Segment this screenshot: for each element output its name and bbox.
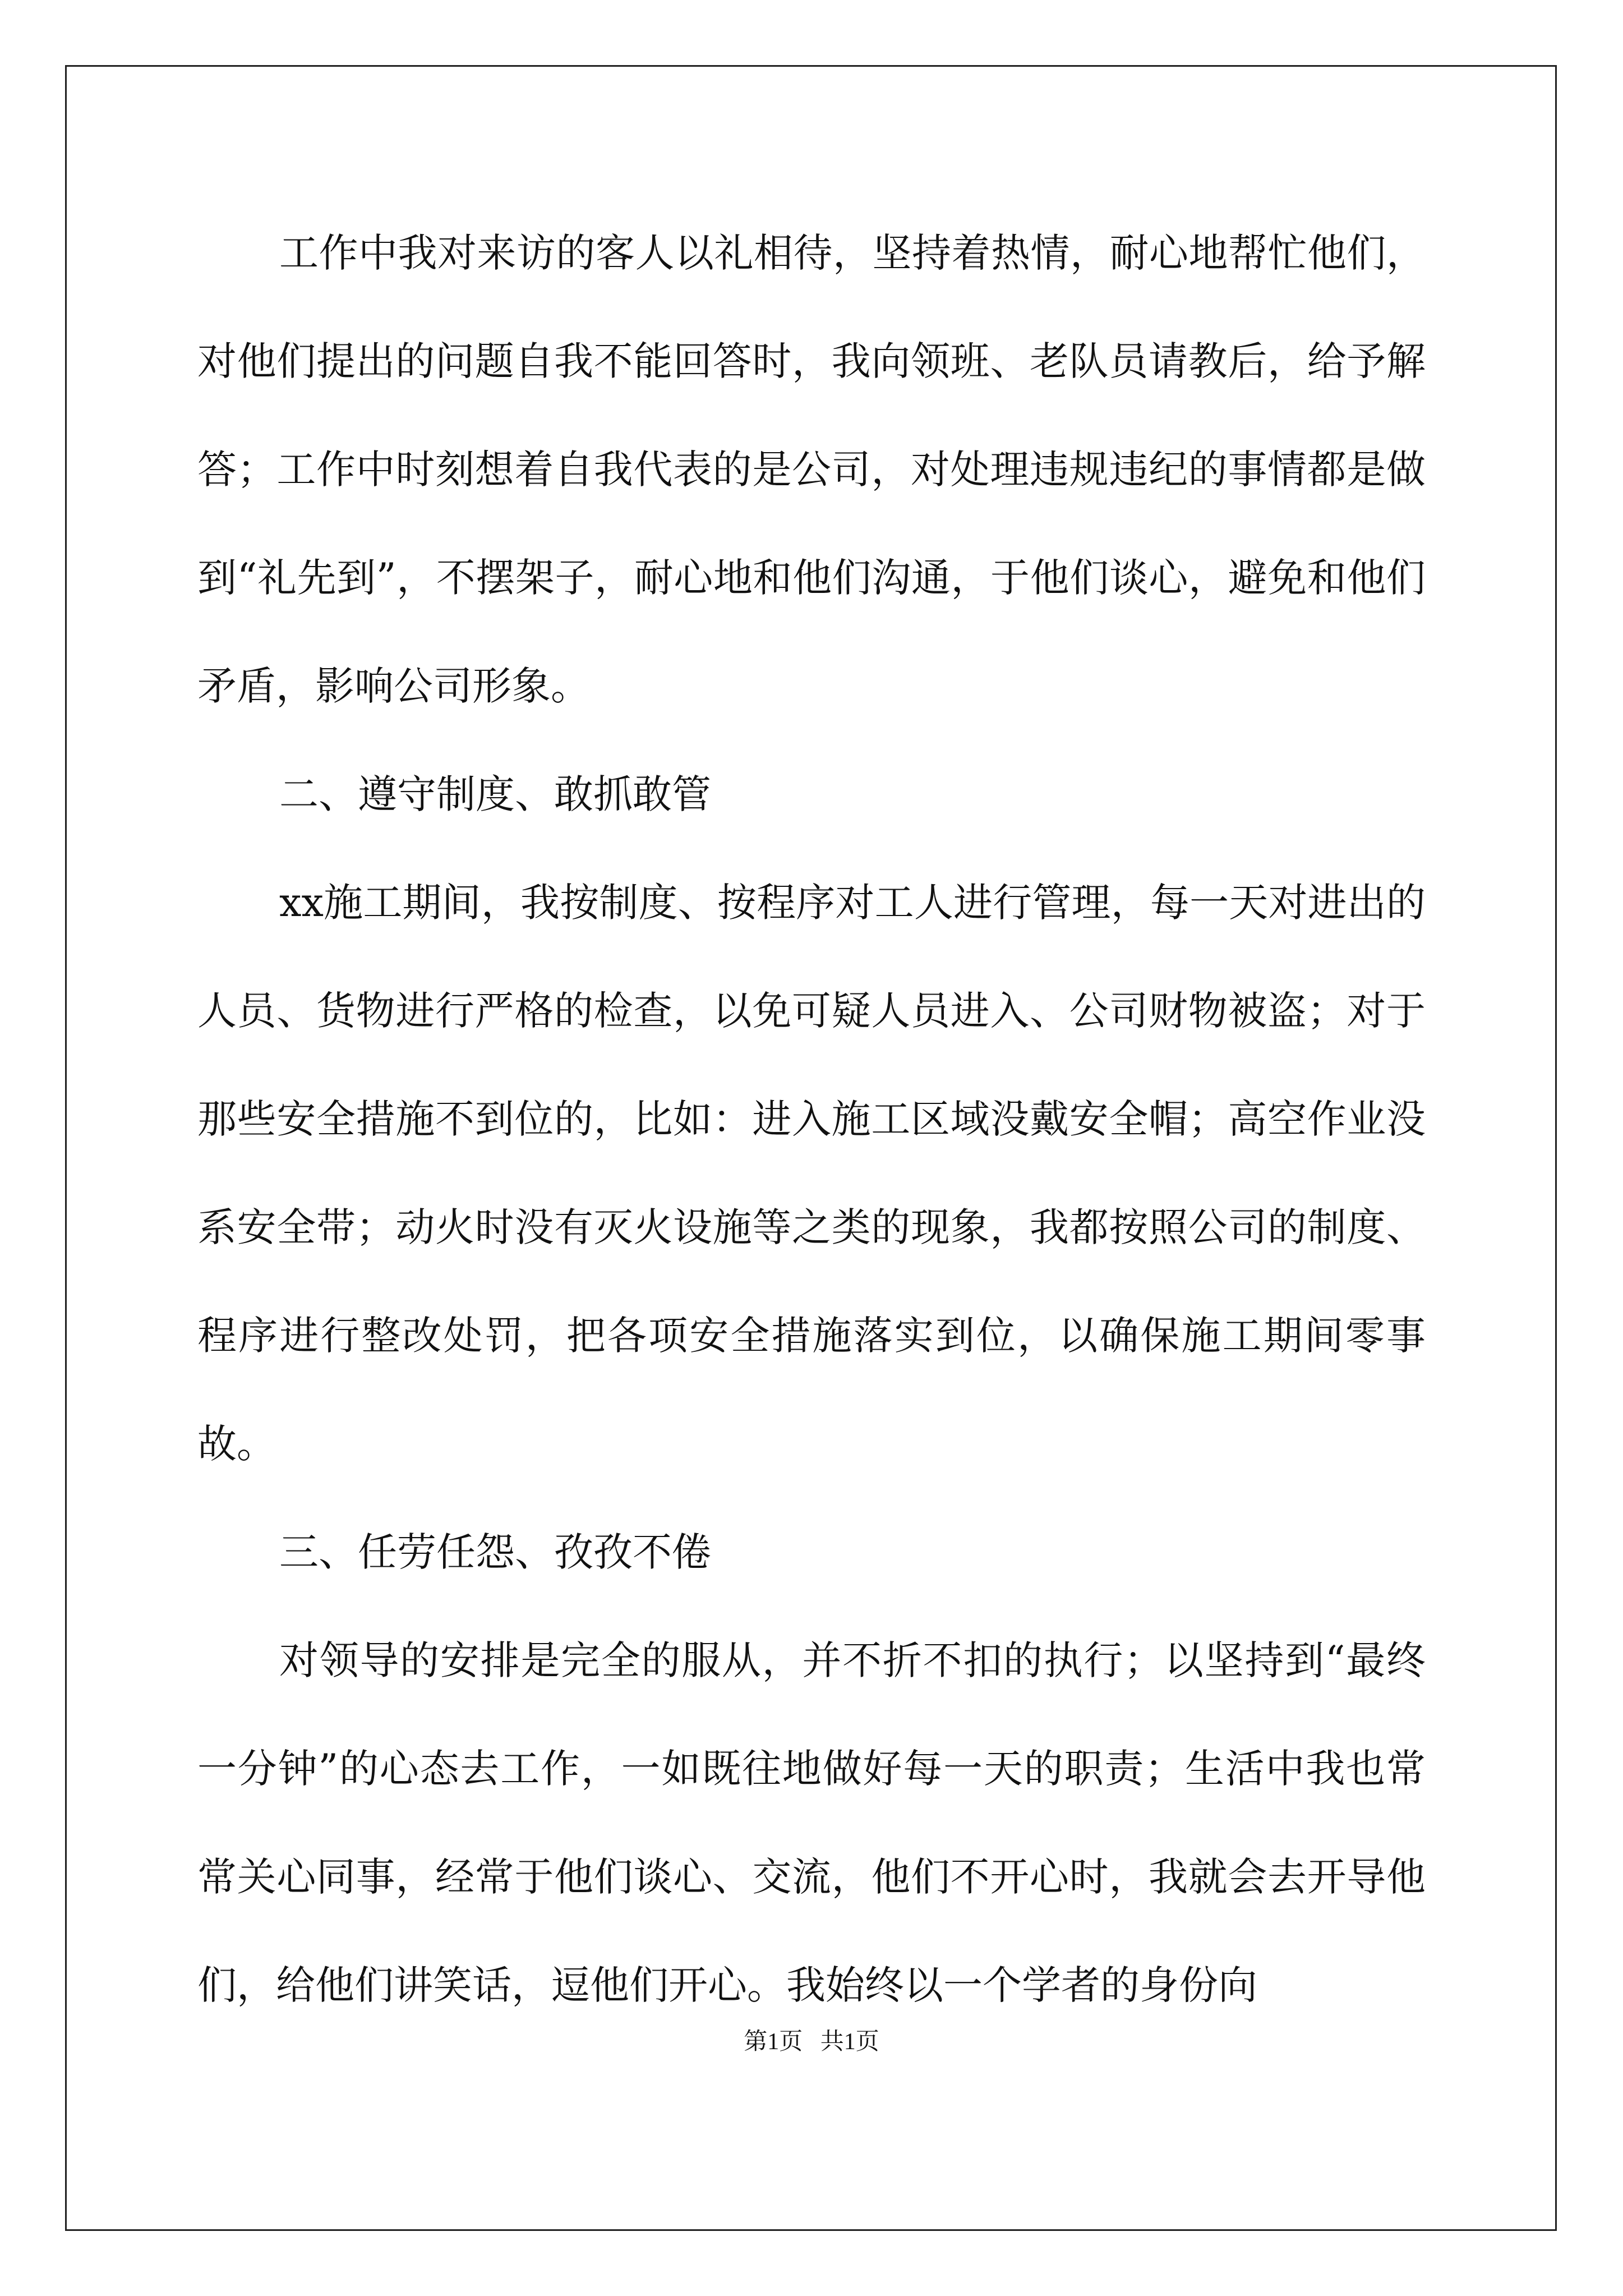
document-body [197,199,1426,2040]
page-footer: 第1页 共1页 [744,2029,879,2055]
paragraph-construction: xx施工期间，我按制度、按程序对工人进行管理，每一天对进出的人员、货物进行严格的检查，以免可疑人员进入、公司财物被盗；对于那些安全措施不到位的，比如：进入施工区域没戴安全帽；高空作业没系安全带；动火时没有灭火设施等之类的现象，我都按照公司的制度、程序进行整改处罚，把各项安全措施落实到位，以确保施工期间零事故。 [197,880,1426,1467]
section-heading-2: 二、遵守制度、敢抓敢管 [279,771,711,817]
section-heading-3: 三、任劳任怨、孜孜不倦 [279,1529,711,1575]
paragraph-diligence: 对领导的安排是完全的服从，并不折不扣的执行；以坚持到“最终一分钟”的心态去工作，一如既往地做好每一天的职责；生活中我也常常关心同事，经常于他们谈心、交流，他们不开心时，我就会去开导他们，给他们讲笑话，逗他们开心。我始终以一个学者的身份向 [197,1637,1426,2008]
paragraph-reception: 工作中我对来访的客人以礼相待，坚持着热情，耐心地帮忙他们，对他们提出的问题自我不能回答时，我向领班、老队员请教后，给予解答；工作中时刻想着自我代表的是公司，对处理违规违纪的事情都是做到“礼先到”，不摆架子，耐心地和他们沟通，于他们谈心，避免和他们矛盾，影响公司形象。 [197,230,1426,709]
